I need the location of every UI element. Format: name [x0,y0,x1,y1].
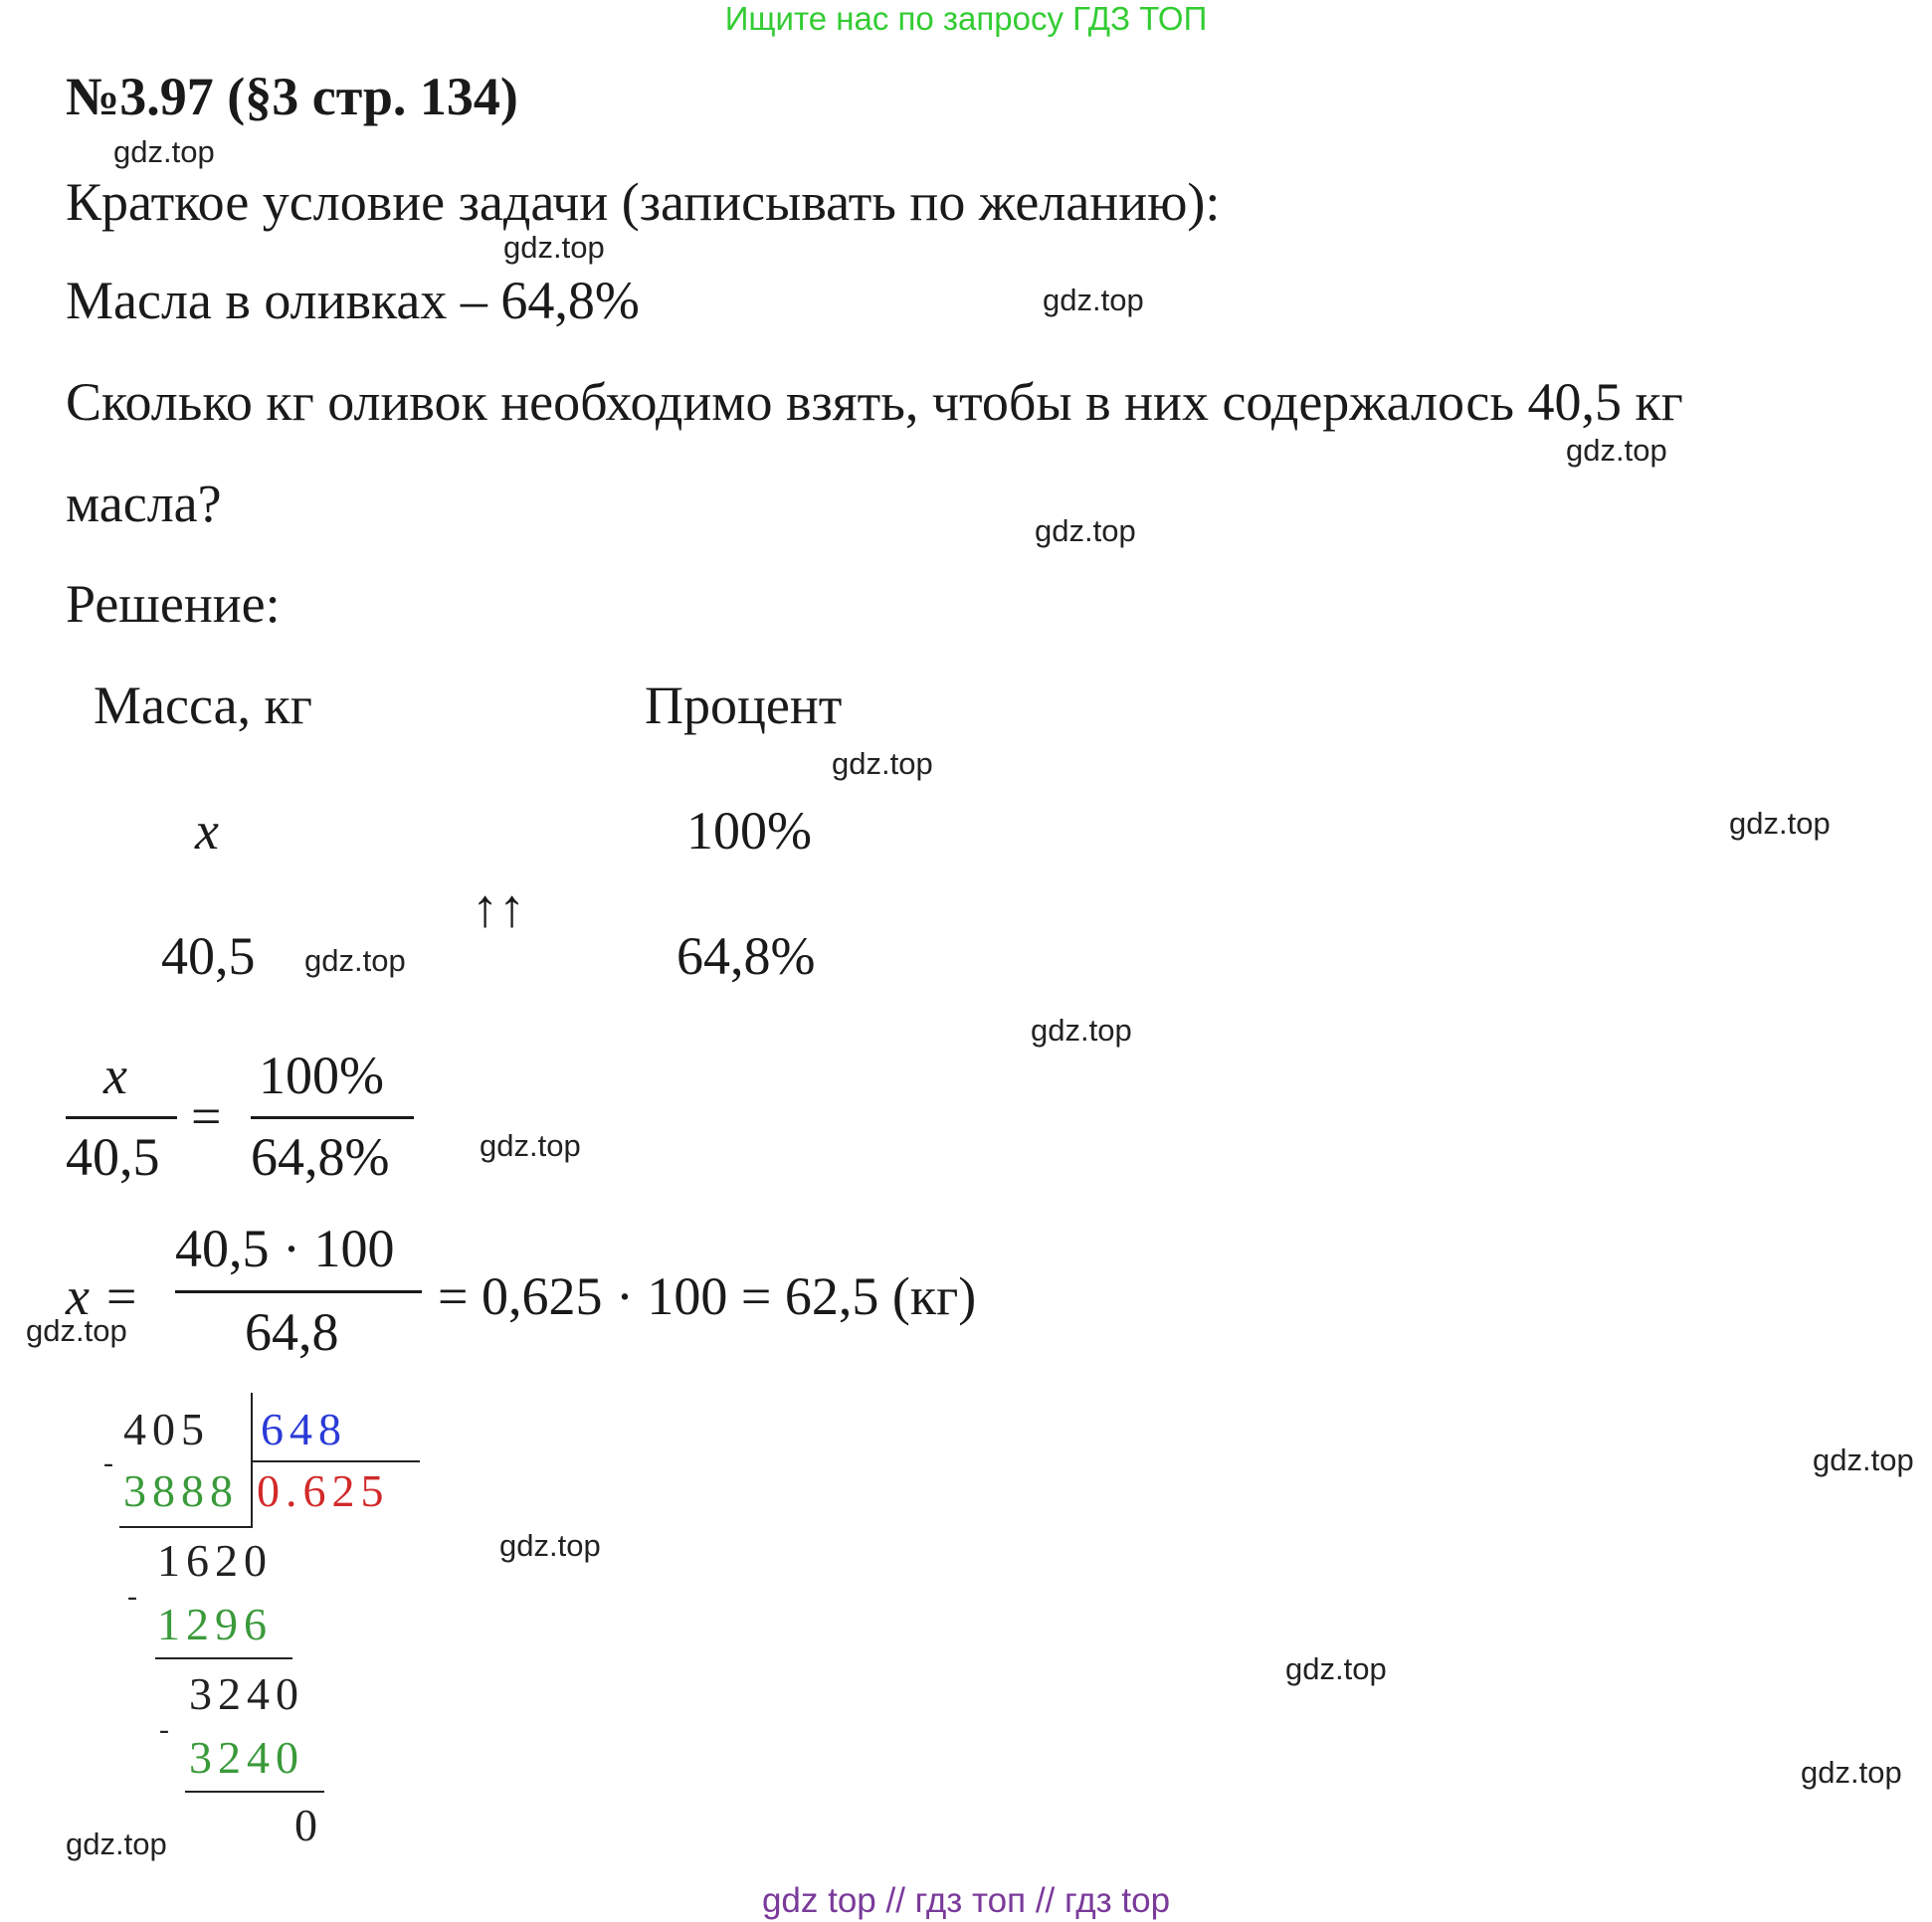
division-underline-2 [155,1657,292,1659]
watermark: gdz.top [304,943,406,978]
watermark: gdz.top [1285,1651,1387,1686]
condition-question-line1: Сколько кг оливок необходимо взять, чтобы в них содержалось 40,5 кг [66,372,1683,432]
division-step3-subtrahend: 3240 [189,1732,304,1783]
table-row1-percent: 100% [686,801,812,861]
watermark: gdz.top [503,230,605,265]
division-step2: 1620 [157,1535,273,1586]
watermark: gdz.top [1566,433,1667,468]
calc-lhs: x = [66,1266,139,1326]
table-row1-mass: x [195,801,219,861]
watermark: gdz.top [1729,806,1831,841]
watermark: gdz.top [832,746,933,781]
division-underline-1 [119,1526,253,1528]
proportion-left-denominator: 40,5 [66,1127,160,1187]
calc-denominator: 64,8 [245,1302,339,1362]
problem-title: №3.97 (§3 стр. 134) [66,67,518,126]
watermark: gdz.top [113,134,215,169]
watermark: gdz.top [1813,1442,1914,1477]
division-minus-1: - [103,1446,113,1479]
proportion-right-fraction-bar [251,1116,414,1119]
watermark: gdz.top [480,1128,581,1163]
division-minus-2: - [127,1580,137,1613]
table-row2-percent: 64,8% [676,926,816,986]
division-quotient-bar [251,1460,420,1462]
search-banner: Ищите нас по запросу ГДЗ ТОП [724,0,1208,37]
solution-heading: Решение: [66,574,281,634]
calc-numerator: 40,5 · 100 [175,1219,395,1278]
proportion-left-numerator: x [103,1046,127,1105]
watermark: gdz.top [1043,283,1144,317]
watermark: gdz.top [1801,1755,1902,1790]
proportion-right-numerator: 100% [259,1046,384,1105]
table-row2-mass: 40,5 [161,926,256,986]
proportion-left-fraction-bar [66,1116,177,1119]
division-dividend: 405 [123,1404,210,1454]
division-underline-3 [185,1791,324,1793]
watermark: gdz.top [499,1528,601,1563]
division-step2-subtrahend: 1296 [157,1599,273,1649]
direct-proportion-arrows: ↑↑ [472,878,525,938]
bottom-watermark-line: gdz top // гдз топ // гдз top [761,1881,1171,1920]
table-header-percent: Процент [645,675,843,735]
division-minus-3: - [159,1713,169,1746]
proportion-equals: = [191,1086,222,1146]
division-remainder: 0 [294,1800,323,1850]
condition-question-line2: масла? [66,474,222,533]
table-header-mass: Масса, кг [94,675,312,735]
proportion-right-denominator: 64,8% [251,1127,390,1187]
calc-result: = 0,625 · 100 = 62,5 (кг) [438,1266,977,1326]
watermark: gdz.top [26,1313,127,1348]
division-vertical-bar [251,1393,253,1526]
watermark: gdz.top [1031,1013,1132,1048]
watermark: gdz.top [1035,513,1136,548]
condition-oil-content: Масла в оливках – 64,8% [66,271,640,330]
division-divisor: 648 [261,1404,347,1454]
division-step1-subtrahend: 3888 [123,1465,239,1516]
division-step3: 3240 [189,1668,304,1719]
watermark: gdz.top [66,1826,167,1861]
condition-heading: Краткое условие задачи (записывать по желанию): [66,172,1221,232]
division-quotient: 0.625 [257,1465,390,1516]
calc-fraction-bar [175,1290,422,1293]
